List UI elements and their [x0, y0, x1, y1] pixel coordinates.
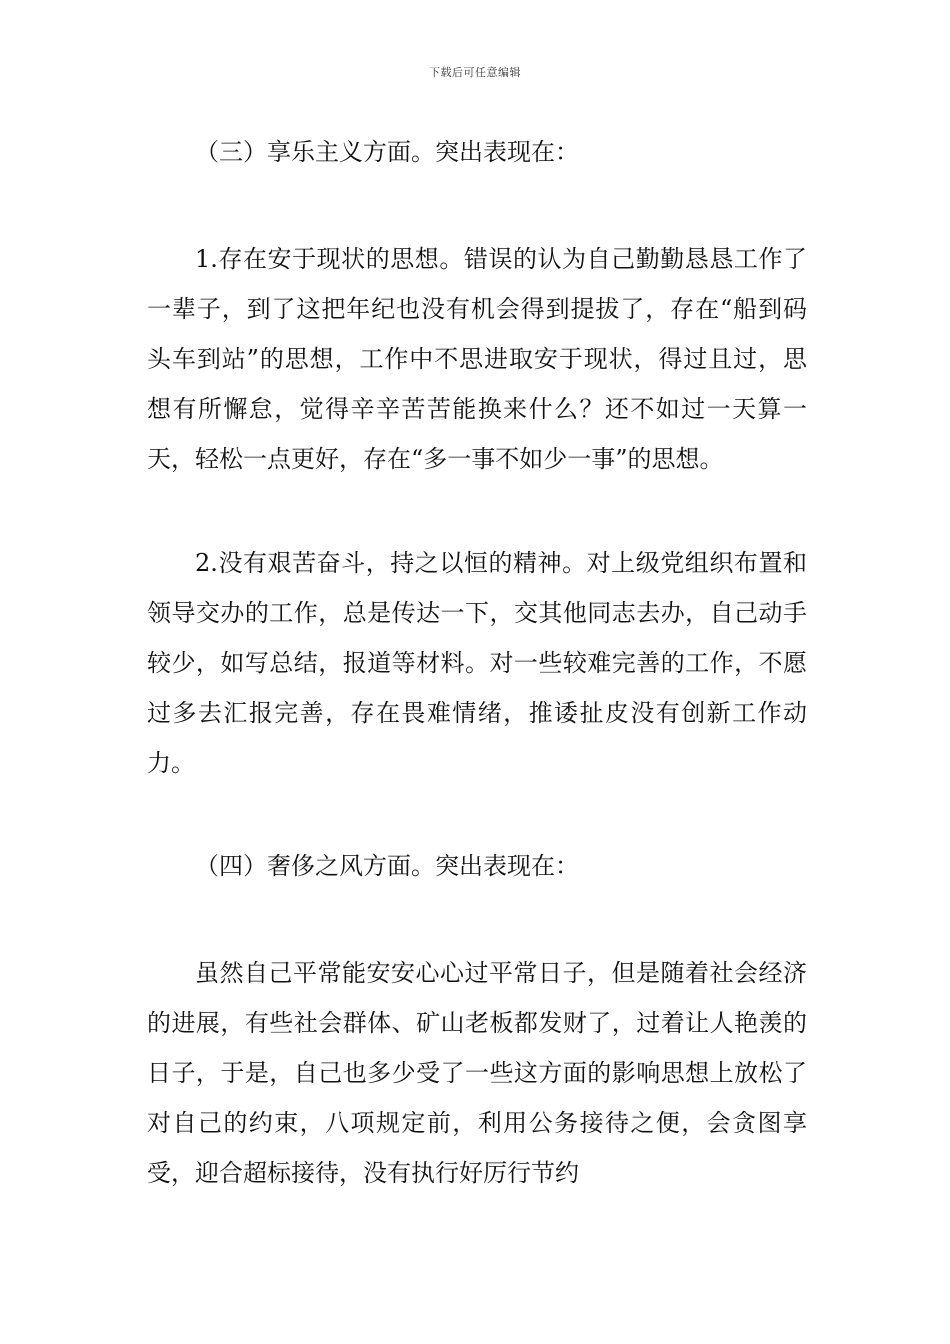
spacer — [147, 890, 807, 948]
paragraph-extravagance: 虽然自己平常能安安心心过平常日子，但是随着社会经济的进展，有些社会群体、矿山老板都发财了，过着让人艳羡的日子，于是，自己也多少受了一些这方面的影响思想上放松了对自己的约束，八项规定前，利用公务接待之便，会贪图享受，迎合超标接待，没有执行好厉行节约 — [147, 959, 807, 1187]
spacer — [147, 788, 807, 842]
section-heading-hedonism: （三）享乐主义方面。突出表现在： — [195, 138, 579, 166]
spacer — [147, 484, 807, 538]
paragraph-lack-of-perseverance: 2.没有艰苦奋斗，持之以恒的精神。对上级党组织布置和领导交办的工作，总是传达一下，交其他同志去办，自己动手较少，如写总结，报道等材料。对一些较难完善的工作，不愿过多去汇报完善，存在畏难情绪，推诿扯皮没有创新工作动力。 — [147, 549, 807, 777]
document-body — [147, 128, 807, 1198]
paragraph-complacency: 1.存在安于现状的思想。错误的认为自己勤勤恳恳工作了一辈子，到了这把年纪也没有机会得到提拔了，存在“船到码头车到站”的思想，工作中不思进取安于现状，得过且过，思想有所懈怠，觉得辛辛苦苦能换来什么？还不如过一天算一天，轻松一点更好，存在“多一事不如少一事”的思想。 — [147, 245, 807, 473]
section-heading-extravagance: （四）奢侈之风方面。突出表现在： — [195, 852, 579, 880]
page-header-note: 下载后可任意编辑 — [429, 66, 521, 79]
spacer — [147, 176, 807, 234]
